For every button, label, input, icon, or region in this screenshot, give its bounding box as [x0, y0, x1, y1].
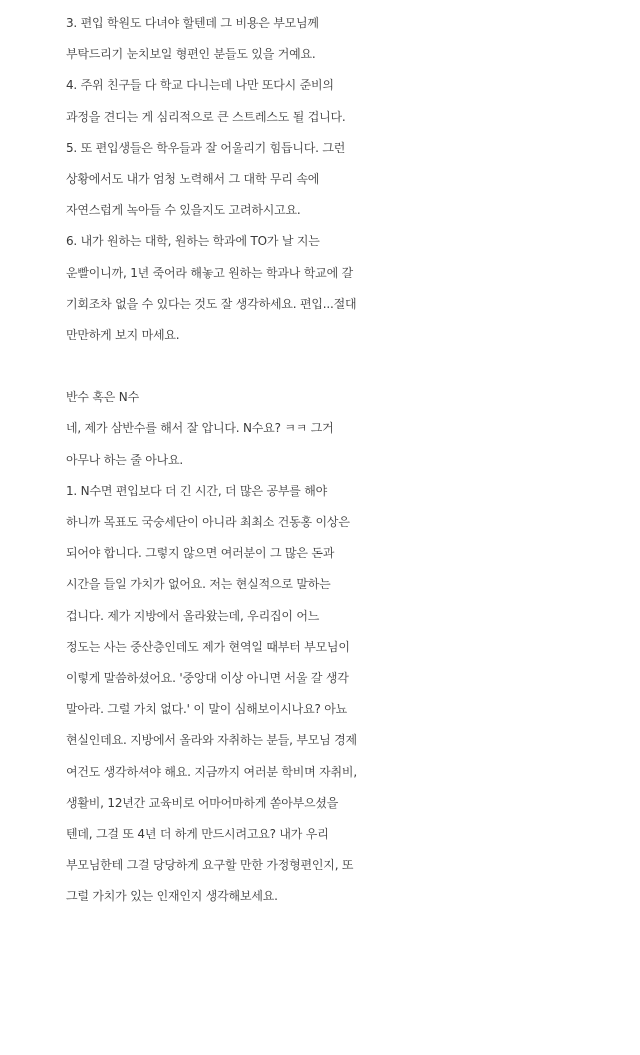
text-line: 아무나 하는 줄 아나요. [66, 452, 183, 467]
text-line: 텐데, 그걸 또 4년 더 하게 만드시려고요? 내가 우리 [66, 826, 329, 841]
text-line: 겁니다. 제가 지방에서 올라왔는데, 우리집이 어느 [66, 608, 320, 623]
paragraph-gap [66, 351, 640, 382]
text-line: 상황에서도 내가 엄청 노력해서 그 대학 무리 속에 [66, 171, 320, 186]
section-heading: 반수 혹은 N수 [66, 390, 139, 405]
text-line: 말아라. 그럴 가치 없다.' 이 말이 심해보이시나요? 아뇨 [66, 702, 348, 717]
text-line: 4. 주위 친구들 다 학교 다니는데 나만 또다시 준비의 [66, 78, 334, 93]
text-line: 정도는 사는 중산층인데도 제가 현역일 때부터 부모님이 [66, 639, 350, 654]
text-line: 여건도 생각하셔야 해요. 지금까지 여러분 학비며 자취비, [66, 764, 357, 779]
text-line: 만만하게 보지 마세요. [66, 327, 180, 342]
text-line: 부모님한테 그걸 당당하게 요구할 만한 가정형편인지, 또 [66, 858, 354, 873]
text-line: 5. 또 편입생들은 학우들과 잘 어울리기 힘듭니다. 그런 [66, 140, 346, 155]
text-line: 하니까 목표도 국숭세단이 아니라 최최소 건동홍 이상은 [66, 515, 350, 529]
text-line: 이렇게 말씀하셨어요. '중앙대 이상 아니면 서울 갈 생각 [66, 670, 349, 685]
text-line: 시간을 들일 가치가 없어요. 저는 현실적으로 말하는 [66, 577, 331, 592]
text-line: 현실인데요. 지방에서 올라와 자취하는 분들, 부모님 경제 [66, 733, 357, 748]
text-line: 자연스럽게 녹아들 수 있을지도 고려하시고요. [66, 203, 301, 218]
text-line: 되어야 합니다. 그렇지 않으면 여러분이 그 많은 돈과 [66, 546, 335, 561]
text-line: 6. 내가 원하는 대학, 원하는 학과에 TO가 날 지는 [66, 234, 320, 249]
text-line: 운빨이니까, 1년 죽어라 해놓고 원하는 학과나 학교에 갈 [66, 265, 353, 280]
text-line: 과정을 견디는 게 심리적으로 큰 스트레스도 될 겁니다. [66, 109, 346, 124]
text-line: 3. 편입 학원도 다녀야 할텐데 그 비용은 부모님께 [66, 16, 319, 30]
text-line: 기회조차 없을 수 있다는 것도 잘 생각하세요. 편입...절대 [66, 296, 357, 311]
text-line: 네, 제가 삼반수를 해서 잘 압니다. N수요? ㅋㅋ 그거 [66, 421, 334, 436]
text-line: 1. N수면 편입보다 더 긴 시간, 더 많은 공부를 해야 [66, 483, 328, 498]
text-line: 부탁드리기 눈치보일 형편인 분들도 있을 거예요. [66, 47, 316, 62]
text-line: 생활비, 12년간 교육비로 어마어마하게 쏟아부으셨을 [66, 795, 339, 810]
text-line: 그럴 가치가 있는 인재인지 생각해보세요. [66, 889, 278, 904]
